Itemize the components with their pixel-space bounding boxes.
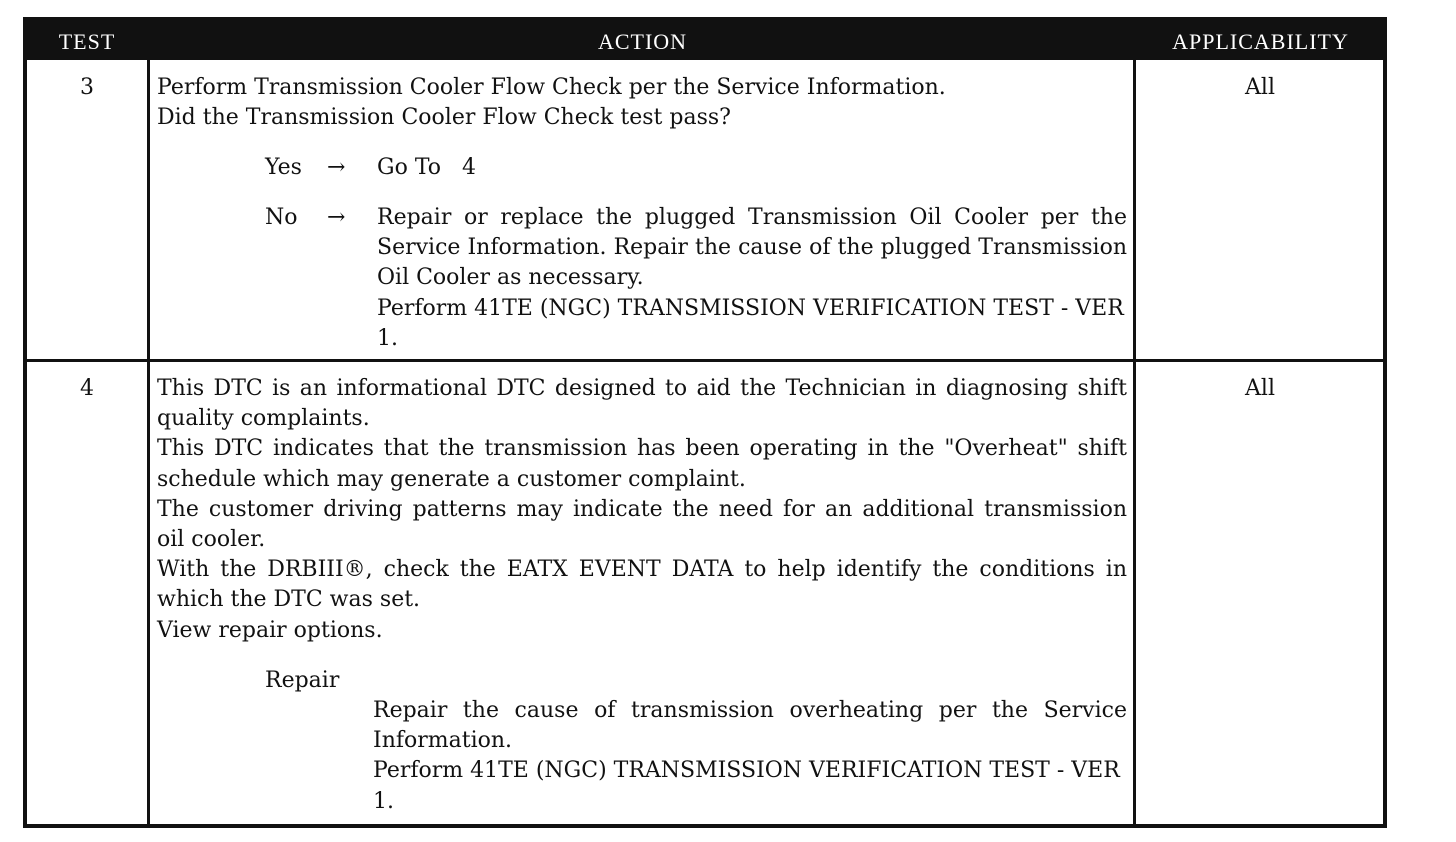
yes-action: Go To 4: [377, 155, 476, 180]
repair-label: Repair: [265, 668, 340, 693]
action-paragraph: The customer driving patterns may indicate the need for an additional transmission oil cooler.: [157, 496, 1127, 553]
yes-label: Yes: [265, 155, 302, 180]
no-label: No: [265, 205, 298, 230]
no-action-text: Repair or replace the plugged Transmission Oil Cooler per the Service Information. Repair the cause of the plugged Transmission Oil Cooler as necessary.: [377, 205, 1127, 291]
column-divider: [1133, 60, 1136, 824]
no-action: [377, 203, 1127, 354]
no-action-verify: Perform 41TE (NGC) TRANSMISSION VERIFICATION TEST - VER 1.: [377, 295, 1124, 351]
action-paragraph: This DTC indicates that the transmission has been operating in the "Overheat" shift schedule which may generate a customer complaint.: [157, 436, 1127, 492]
test-number: 4: [80, 376, 94, 401]
repair-action-text: Repair the cause of transmission overheating per the Service Information.: [373, 698, 1127, 754]
action-paragraph: View repair options.: [157, 617, 383, 643]
repair-action-verify: Perform 41TE (NGC) TRANSMISSION VERIFICATION TEST - VER 1.: [373, 758, 1120, 814]
header-test: TEST: [58, 29, 116, 54]
action-question-line-1: Perform Transmission Cooler Flow Check per the Service Information.: [157, 75, 946, 100]
action-paragraph: This DTC is an informational DTC designed to aid the Technician in diagnosing shift quality complaints.: [157, 376, 1127, 432]
test-number: 3: [80, 75, 94, 100]
table-header: [27, 21, 1383, 60]
repair-action: [373, 696, 1127, 817]
applicability-value: All: [1245, 75, 1275, 100]
action-paragraph: With the DRBIII®, check the EATX EVENT DATA to help identify the conditions in which the DTC was set.: [157, 557, 1127, 613]
row-divider: [27, 359, 1383, 362]
diagnostic-table: [23, 17, 1387, 828]
applicability-value: All: [1245, 376, 1275, 401]
header-action: ACTION: [597, 29, 688, 54]
header-applicability: APPLICABILITY: [1172, 29, 1349, 54]
action-description: [157, 374, 1127, 646]
action-question-line-2: Did the Transmission Cooler Flow Check test pass?: [157, 105, 731, 130]
right-arrow-icon: →: [327, 205, 346, 230]
right-arrow-icon: →: [327, 155, 346, 180]
column-divider: [147, 60, 150, 824]
